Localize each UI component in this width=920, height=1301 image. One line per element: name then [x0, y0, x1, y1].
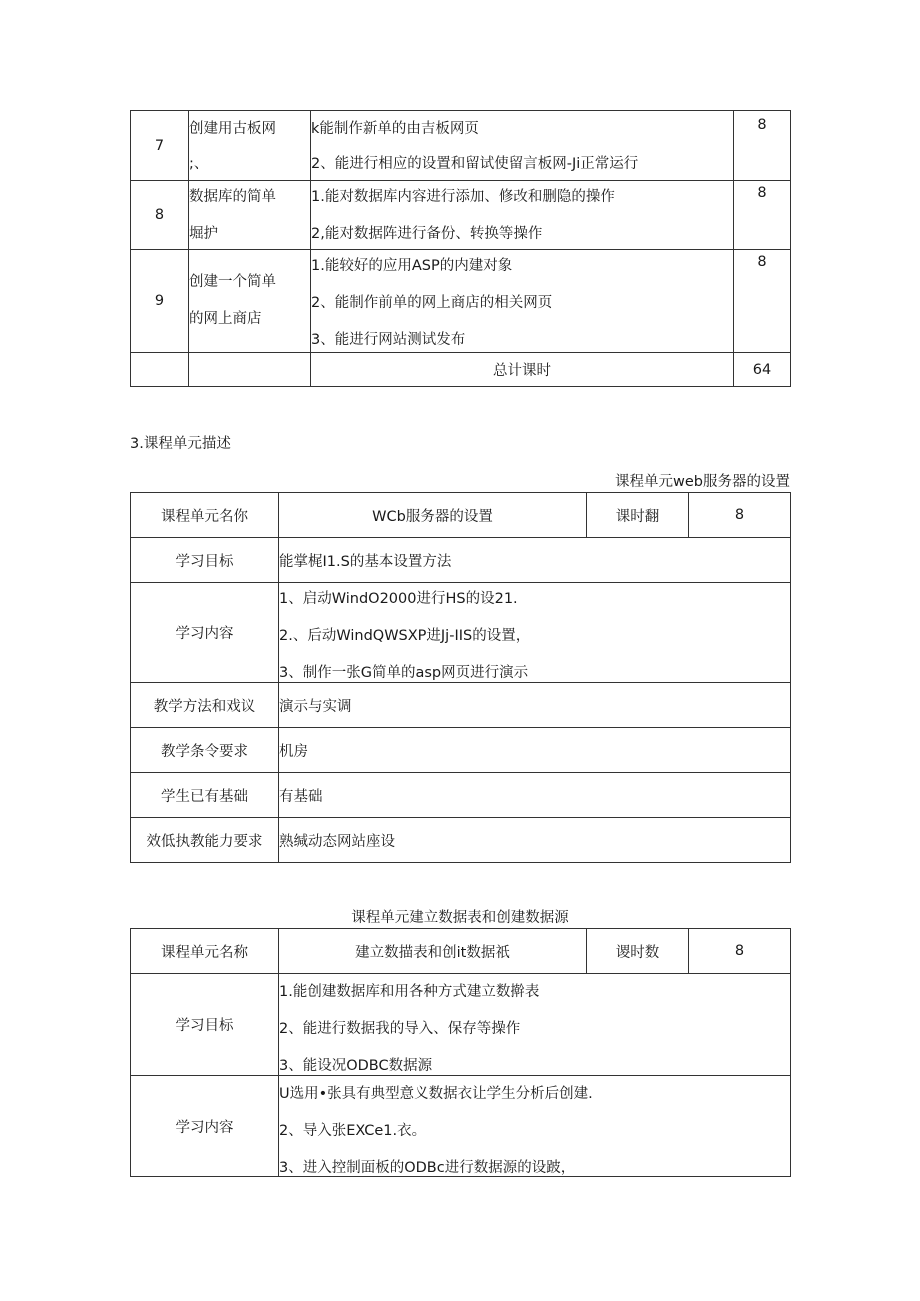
unit-caption: 课程单元web服务器的设置 — [615, 474, 790, 490]
course-plan-table — [130, 110, 791, 387]
row-value — [279, 974, 791, 1076]
content-line: 2、导入张EXCe1.衣。 — [279, 1123, 427, 1139]
table-row — [131, 181, 791, 250]
table-row — [131, 538, 791, 583]
table-row — [131, 583, 791, 683]
row-number: 8 — [131, 181, 189, 250]
unit-name-line: 的网上商店 — [189, 311, 262, 327]
content-line: 2、能进行相应的设置和留试使留言板网-Ji正常运行 — [311, 156, 639, 172]
content-line: k能制作新单的由吉板网页 — [311, 121, 479, 137]
section-heading: 3.课程单元描述 — [130, 436, 231, 452]
row-number: 7 — [131, 111, 189, 181]
row-label: 学习目标 — [131, 538, 279, 583]
row-value — [279, 583, 791, 683]
unit-name-label: 课程单元名称 — [131, 929, 279, 974]
content-line: 3、制作一张G简单的asp网页进行演示 — [279, 665, 529, 681]
hours-value: 8 — [689, 493, 791, 538]
row-value: 能掌梶I1.S的基本设置方法 — [279, 538, 791, 583]
table-row — [131, 1076, 791, 1177]
total-label: 总计课时 — [311, 353, 734, 387]
content-line: 3、进入控制面板的ODBc进行数据源的设跛， — [279, 1160, 576, 1176]
table-row — [131, 773, 791, 818]
content-line: 2、能制作前单的网上商店的相关网页 — [311, 295, 553, 311]
total-hours: 64 — [734, 353, 791, 387]
table-row — [131, 818, 791, 863]
unit-content — [311, 111, 734, 181]
content-line: 3、能进行网站测试发布 — [311, 332, 466, 348]
row-label: 学习内容 — [131, 583, 279, 683]
hours-value: 8 — [689, 929, 791, 974]
row-label: 学习内容 — [131, 1076, 279, 1177]
row-label: 效低执教能力要求 — [131, 818, 279, 863]
hours-label: 课时翻 — [587, 493, 689, 538]
hours-label: 谡时数 — [587, 929, 689, 974]
table-row — [131, 111, 791, 181]
row-value: 演示与实调 — [279, 683, 791, 728]
unit-description-table — [130, 492, 791, 863]
unit-name — [189, 111, 311, 181]
row-number: 9 — [131, 250, 189, 353]
row-label: 学习目标 — [131, 974, 279, 1076]
unit-content — [311, 181, 734, 250]
row-label: 教学条令要求 — [131, 728, 279, 773]
unit-name-line: 创建一个简单 — [189, 274, 276, 290]
unit-name-line: 堀护 — [189, 226, 218, 242]
content-line: 1.能创建数据库和用各种方式建立数擀表 — [279, 984, 540, 1000]
content-line: U选用•张具有典型意义数据衣让学生分析后创建. — [279, 1086, 593, 1102]
table-row — [131, 683, 791, 728]
content-line: 1、启动WindO2000进行HS的设21. — [279, 591, 518, 607]
unit-caption: 课程单元建立数据表和创建数据源 — [351, 910, 569, 926]
unit-name — [189, 181, 311, 250]
unit-name-value: 建立数描表和创it数据祇 — [279, 929, 587, 974]
unit-hours: 8 — [734, 181, 791, 250]
row-value: 熟缄动态网站座设 — [279, 818, 791, 863]
table-row — [131, 974, 791, 1076]
unit-hours: 8 — [734, 111, 791, 181]
table-row — [131, 728, 791, 773]
content-line: 3、能设况ODBC数据源 — [279, 1058, 433, 1074]
row-value — [279, 1076, 791, 1177]
content-line: 2、能进行数据我的导入、保存等操作 — [279, 1021, 521, 1037]
unit-name-line: ;、 — [189, 156, 209, 172]
content-line: 2,能对数据阵进行备份、转换等操作 — [311, 226, 543, 242]
unit-content — [311, 250, 734, 353]
unit-name-line: 数据库的简单 — [189, 189, 276, 205]
table-row — [131, 493, 791, 538]
table-row — [131, 250, 791, 353]
unit-description-table — [130, 928, 791, 1177]
unit-name-line: 创建用古板网 — [189, 121, 276, 137]
unit-hours: 8 — [734, 250, 791, 353]
row-value: 机房 — [279, 728, 791, 773]
row-label: 学生已有基础 — [131, 773, 279, 818]
table-row — [131, 929, 791, 974]
unit-name — [189, 250, 311, 353]
content-line: 1.能较好的应用ASP的内建对象 — [311, 258, 513, 274]
content-line: 1.能对数据库内容进行添加、修改和删隐的操作 — [311, 189, 615, 205]
total-row — [131, 353, 791, 387]
row-label: 教学方法和戏议 — [131, 683, 279, 728]
content-line: 2.、后动WindQWSXP进Jj-IIS的设置， — [279, 628, 531, 644]
unit-name-label: 课程单元名你 — [131, 493, 279, 538]
unit-name-value: WCb服务器的设置 — [279, 493, 587, 538]
row-value: 有基础 — [279, 773, 791, 818]
